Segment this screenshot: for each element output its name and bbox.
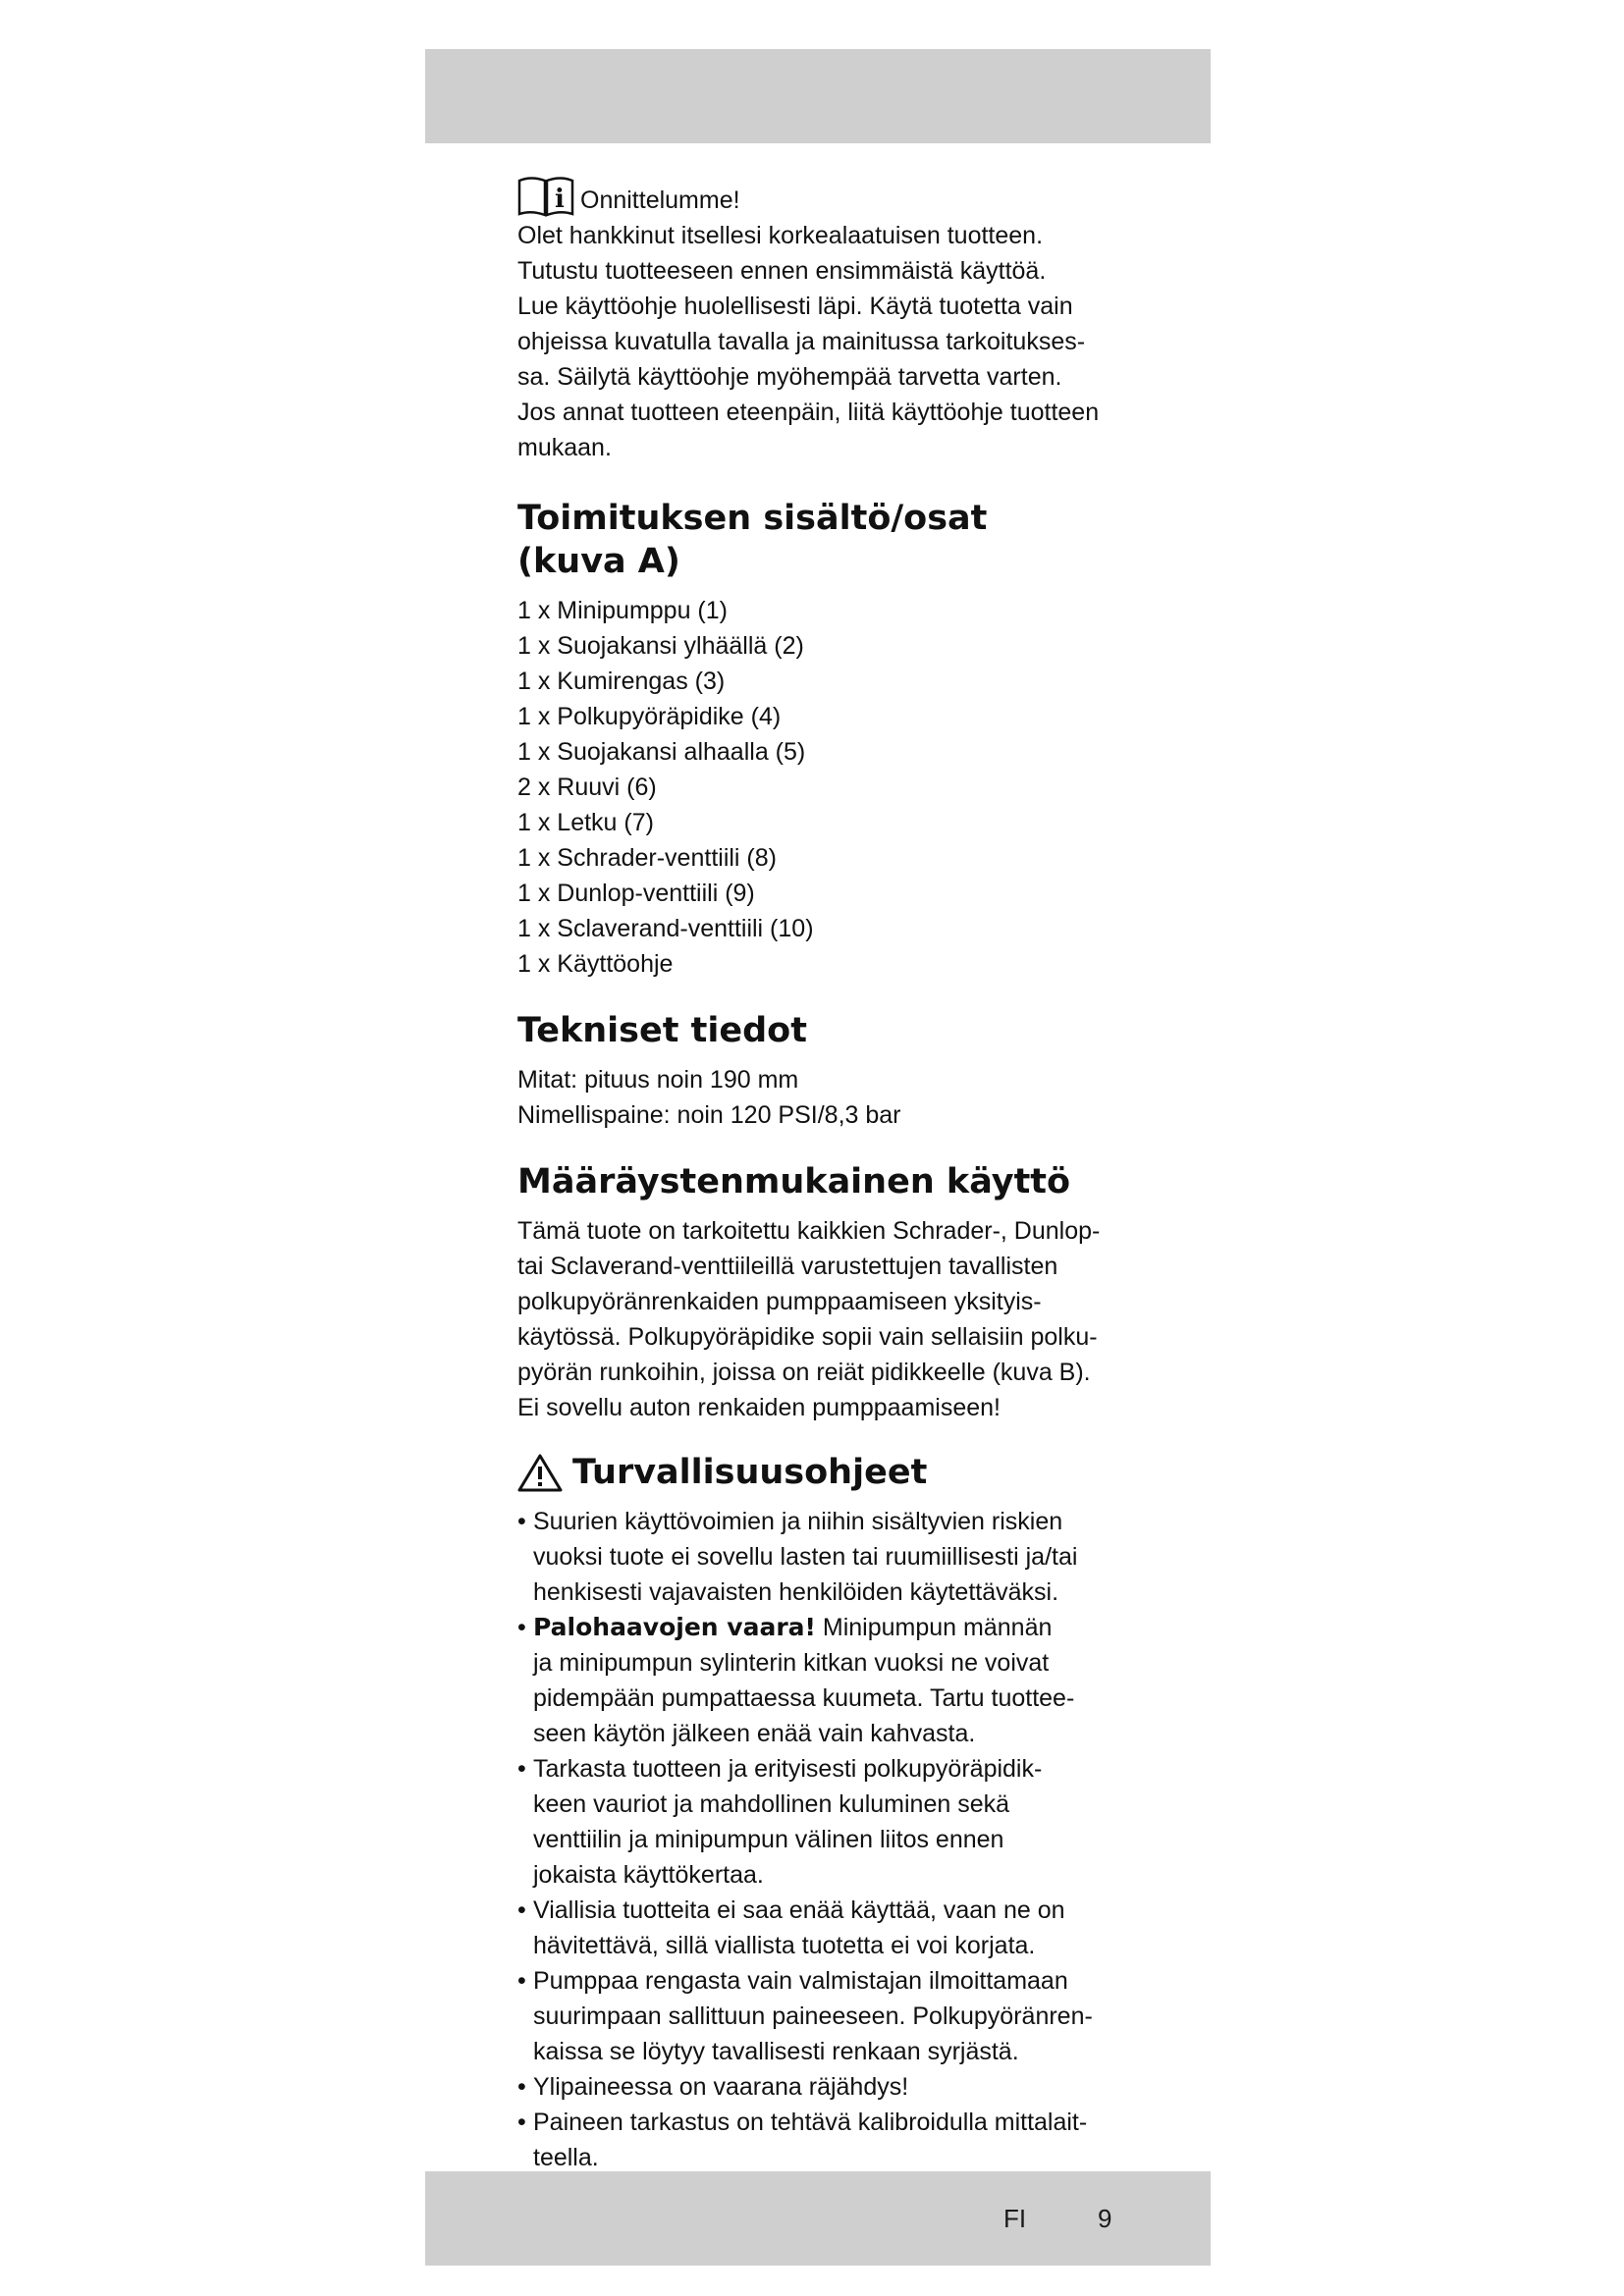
list-item: 1 x Sclaverand-venttiili (10) xyxy=(517,915,814,942)
intro-line: sa. Säilytä käyttöohje myöhempää tarvetta varten. xyxy=(517,363,1062,391)
use-line: polkupyöränrenkaiden pumppaamiseen yksityis- xyxy=(517,1288,1042,1315)
intro-line: Lue käyttöohje huolellisesti läpi. Käytä tuotetta vain xyxy=(517,293,1073,320)
tech-heading: Tekniset tiedot xyxy=(517,1011,807,1050)
list-item: 1 x Suojakansi alhaalla (5) xyxy=(517,738,806,766)
safety-line: hävitettävä, sillä viallista tuotetta ei voi korjata. xyxy=(533,1932,1036,1959)
use-line: käytössä. Polkupyöräpidike sopii vain sellaisiin polku- xyxy=(517,1323,1098,1351)
safety-line: jokaista käyttökertaa. xyxy=(533,1861,764,1889)
intro-line: mukaan. xyxy=(517,434,612,461)
safety-item xyxy=(517,2105,1126,2175)
intro-line: Jos annat tuotteen eteenpäin, liitä käyttöohje tuotteen xyxy=(517,399,1100,426)
safety-list xyxy=(517,1504,1126,2175)
manual-info-icon xyxy=(517,175,574,218)
burn-warning-label: Palohaavojen vaara! xyxy=(533,1613,816,1641)
safety-heading-text: Turvallisuusohjeet xyxy=(572,1453,928,1492)
safety-line: teella. xyxy=(533,2144,599,2171)
safety-line: Viallisia tuotteita ei saa enää käyttää, vaan ne on xyxy=(533,1896,1065,1924)
safety-item xyxy=(517,1751,1126,1893)
contents-list xyxy=(517,593,1126,982)
safety-line: vuoksi tuote ei sovellu lasten tai ruumiillisesti ja/tai xyxy=(533,1543,1078,1571)
use-line: tai Sclaverand-venttiileillä varustettujen tavallisten xyxy=(517,1253,1058,1280)
list-item: 1 x Polkupyöräpidike (4) xyxy=(517,703,782,730)
intro-line: Olet hankkinut itsellesi korkealaatuisen tuotteen. xyxy=(517,222,1044,249)
header-band xyxy=(425,49,1211,143)
list-item: 1 x Kumirengas (3) xyxy=(517,667,726,695)
use-line: Tämä tuote on tarkoitettu kaikkien Schrader-, Dunlop- xyxy=(517,1217,1101,1245)
safety-line: seen käytön jälkeen enää vain kahvasta. xyxy=(533,1720,976,1747)
safety-line: keen vauriot ja mahdollinen kuluminen sekä xyxy=(533,1790,1010,1818)
use-line: pyörän runkoihin, joissa on reiät pidikkeelle (kuva B). xyxy=(517,1359,1091,1386)
footer-language: FI xyxy=(1003,2204,1027,2233)
list-item: 1 x Käyttöohje xyxy=(517,950,674,978)
warning-icon xyxy=(517,1453,563,1492)
list-item: 1 x Minipumppu (1) xyxy=(517,597,728,624)
use-heading: Määräystenmukainen käyttö xyxy=(517,1162,1071,1201)
list-item: 2 x Ruuvi (6) xyxy=(517,774,657,801)
safety-line: Paineen tarkastus on tehtävä kalibroidulla mittalait- xyxy=(533,2109,1088,2136)
svg-text:i: i xyxy=(555,185,565,214)
intro-title-row xyxy=(517,167,1126,218)
safety-line: kaissa se löytyy tavallisesti renkaan syrjästä. xyxy=(533,2038,1019,2065)
contents-heading-line1: Toimituksen sisältö/osat xyxy=(517,499,988,538)
tech-line: Mitat: pituus noin 190 mm xyxy=(517,1066,799,1094)
safety-line: Suurien käyttövoimien ja niihin sisältyvien riskien xyxy=(533,1508,1063,1535)
intro-title: Onnittelumme! xyxy=(580,187,740,214)
tech-block xyxy=(517,1062,1126,1133)
safety-line: Minipumpun männän xyxy=(815,1614,1053,1641)
use-line: Ei sovellu auton renkaiden pumppaamiseen! xyxy=(517,1394,1001,1421)
safety-line: suurimpaan sallittuun paineeseen. Polkupyöränren- xyxy=(533,2002,1093,2030)
intro-line: Tutustu tuotteeseen ennen ensimmäistä käyttöä. xyxy=(517,257,1047,285)
page-content xyxy=(517,167,1126,2175)
list-item: 1 x Suojakansi ylhäällä (2) xyxy=(517,632,804,660)
safety-line: Pumppaa rengasta vain valmistajan ilmoittamaan xyxy=(533,1967,1068,1995)
safety-heading xyxy=(517,1451,1126,1494)
safety-item xyxy=(517,1963,1126,2069)
list-item: 1 x Letku (7) xyxy=(517,809,654,836)
safety-line: venttiilin ja minipumpun välinen liitos ennen xyxy=(533,1826,1004,1853)
list-item: 1 x Dunlop-venttiili (9) xyxy=(517,880,755,907)
use-block xyxy=(517,1213,1126,1425)
contents-heading xyxy=(517,497,1126,583)
safety-line: Tarkasta tuotteen ja erityisesti polkupyöräpidik- xyxy=(533,1755,1043,1783)
safety-line: ja minipumpun sylinterin kitkan vuoksi ne voivat xyxy=(533,1649,1050,1677)
intro-line: ohjeissa kuvatulla tavalla ja mainitussa tarkoitukses- xyxy=(517,328,1086,355)
safety-item xyxy=(517,1893,1126,1963)
safety-line: Ylipaineessa on vaarana räjähdys! xyxy=(533,2073,909,2101)
footer-band xyxy=(425,2171,1211,2266)
list-item: 1 x Schrader-venttiili (8) xyxy=(517,844,777,872)
safety-line: pidempään pumpattaessa kuumeta. Tartu tuottee- xyxy=(533,1684,1075,1712)
safety-line: henkisesti vajavaisten henkilöiden käytettäväksi. xyxy=(533,1578,1059,1606)
tech-line: Nimellispaine: noin 120 PSI/8,3 bar xyxy=(517,1101,901,1129)
safety-item xyxy=(517,1610,1126,1751)
contents-heading-line2: (kuva A) xyxy=(517,542,680,581)
page-number: 9 xyxy=(1098,2204,1112,2233)
safety-item xyxy=(517,1504,1126,1610)
safety-item xyxy=(517,2069,1126,2105)
